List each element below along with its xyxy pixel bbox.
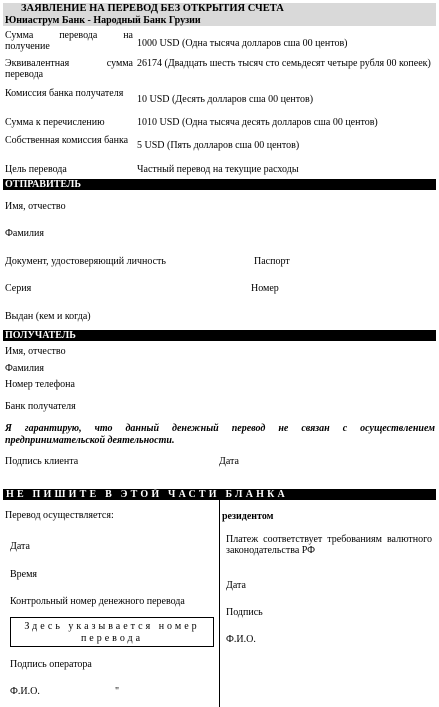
amount-label: Сумма перевода на получение xyxy=(5,30,133,52)
guarantee-statement: Я гарантирую, что данный денежный перевод не связан с осуществлением предпринимательской деятельности. xyxy=(5,423,435,446)
own-fee-label: Собственная комиссия банка xyxy=(5,135,129,146)
recipient-phone-label: Номер телефона xyxy=(5,379,75,390)
quote-mark: " xyxy=(115,686,120,697)
client-signature-label: Подпись клиента xyxy=(5,456,79,467)
office-section-header: НЕ ПИШИТЕ В ЭТОЙ ЧАСТИ БЛАНКА xyxy=(3,489,436,500)
control-number-box: Здесь указывается номер перевода xyxy=(10,617,214,647)
sender-section-header: ОТПРАВИТЕЛЬ xyxy=(3,179,436,190)
total-value: 1010 USD (Одна тысяча десять долларов сша 00 центов) xyxy=(137,117,378,128)
controller-date-label: Дата xyxy=(226,580,246,591)
recipient-bank-fee-value: 10 USD (Десять долларов сша 00 центов) xyxy=(137,94,314,105)
recipient-bank-label: Банк получателя xyxy=(5,401,76,412)
purpose-value: Частный перевод на текущие расходы xyxy=(137,164,299,175)
controller-fio-label: Ф.И.О. xyxy=(226,634,256,645)
recipient-section-header: ПОЛУЧАТЕЛЬ xyxy=(3,330,436,341)
operator-signature-label: Подпись оператора xyxy=(10,659,92,670)
sender-id-doc-label: Документ, удостоверяющий личность xyxy=(5,256,166,267)
control-number-label: Контрольный номер денежного перевода xyxy=(10,596,185,607)
recipient-bank-fee-label: Комиссия банка получателя xyxy=(5,88,124,99)
operator-fio-label: Ф.И.О. xyxy=(10,686,40,697)
sender-number-label: Номер xyxy=(251,283,279,294)
sender-name-label: Имя, отчество xyxy=(5,201,66,212)
form-title: ЗАЯВЛЕНИЕ НА ПЕРЕВОД БЕЗ ОТКРЫТИЯ СЧЕТА xyxy=(3,3,436,15)
purpose-label: Цель перевода xyxy=(5,164,67,175)
equivalent-value: 26174 (Двадцать шесть тысяч сто семьдесят четыре рубля 00 копеек) xyxy=(137,58,431,69)
compliance-statement: Платеж соответствует требованиям валютного законодательства РФ xyxy=(226,534,432,556)
recipient-surname-label: Фамилия xyxy=(5,363,44,374)
column-divider xyxy=(219,500,220,707)
recipient-name-label: Имя, отчество xyxy=(5,346,66,357)
equivalent-label: Эквивалентная сумма перевода xyxy=(5,58,133,80)
sender-surname-label: Фамилия xyxy=(5,228,44,239)
office-time-label: Время xyxy=(10,569,38,580)
bank-name: Юниаструм Банк - Народный Банк Грузии xyxy=(3,15,436,26)
sender-series-label: Серия xyxy=(5,283,32,294)
client-date-label: Дата xyxy=(219,456,239,467)
sender-issued-label: Выдан (кем и когда) xyxy=(5,311,91,322)
controller-signature-label: Подпись xyxy=(226,607,263,618)
total-label: Сумма к перечислению xyxy=(5,117,105,128)
own-fee-value: 5 USD (Пять долларов сша 00 центов) xyxy=(137,140,300,151)
performed-by-label: Перевод осуществляется: xyxy=(5,510,114,521)
sender-id-doc-value: Паспорт xyxy=(254,256,290,267)
office-date-label: Дата xyxy=(10,541,30,552)
resident-label: резидентом xyxy=(222,511,274,522)
amount-value: 1000 USD (Одна тысяча долларов сша 00 центов) xyxy=(137,38,348,49)
